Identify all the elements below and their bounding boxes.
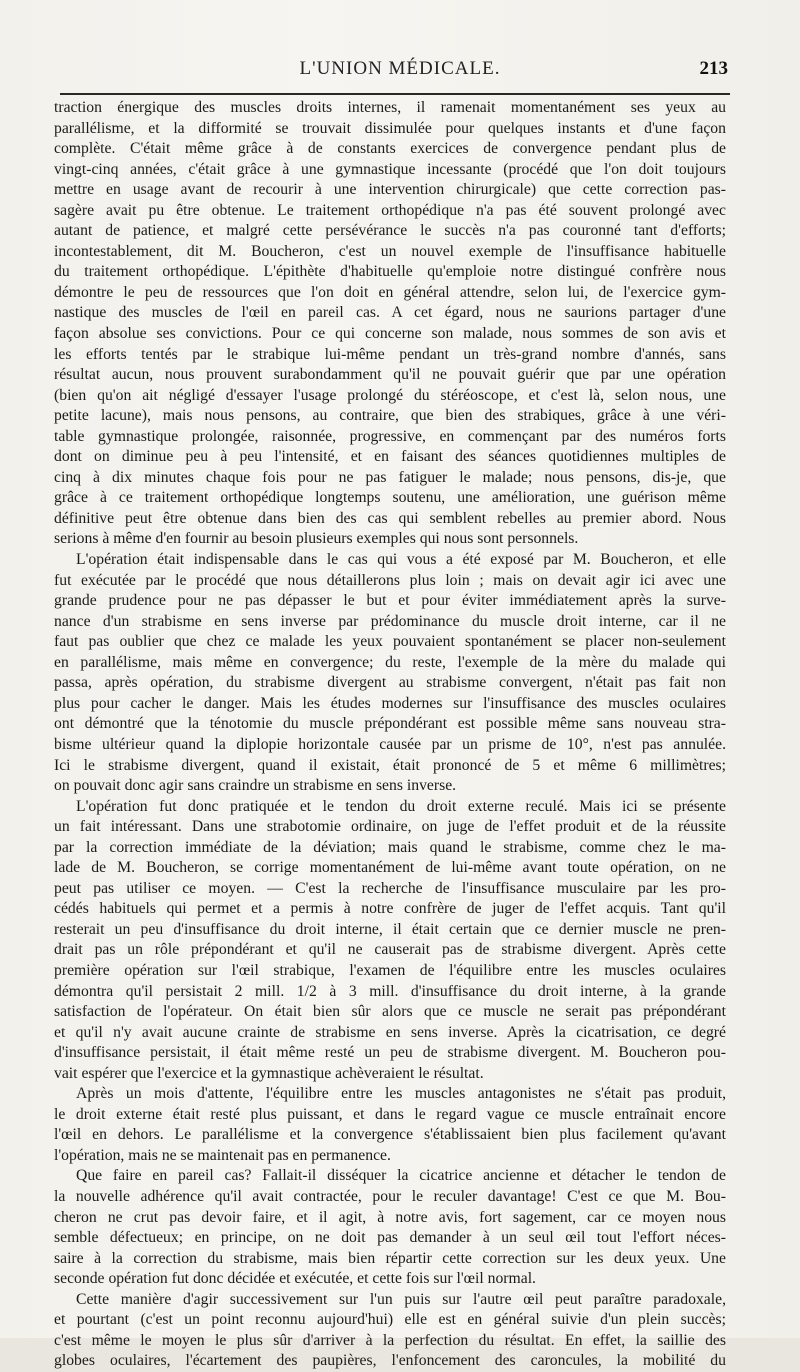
paragraph [54,1166,726,1289]
page-header [0,44,800,84]
text-line: petite lacune), mais nous pensons, au contraire, que bien des strabiques, grâce à une véri- [54,407,726,425]
text-line: passa, après opération, du strabisme divergent au strabisme convergent, n'était pas fait non [54,674,726,692]
paragraph [54,1290,726,1372]
text-line: nastique des muscles de l'œil en pareil cas. A cet égard, nous ne saurions partager d'une [54,304,726,322]
text-line: drait pas un rôle prépondérant et qu'il ne causerait pas de strabisme divergent. Après cette [54,941,726,959]
text-line: c'est même le moyen le plus sûr d'arriver à la perfection du résultat. En effet, la saillie des [54,1331,726,1349]
text-line: satisfaction de l'opérateur. On était bien sûr alors que ce muscle ne serait pas prépondérant [54,1003,726,1021]
text-line: un fait intéressant. Dans une strabotomie ordinaire, on juge de l'effet produit et de la réussite [54,818,726,836]
text-line: resterait un peu d'insuffisance du droit interne, il était certain que ce dernier muscle ne pren- [54,920,726,938]
text-line: saire à la correction du strabisme, mais bien répartir cette correction sur les deux yeux. Une [54,1249,726,1267]
article-body [54,98,726,1372]
paragraph [54,1084,726,1166]
text-line: façon absolue ses convictions. Pour ce qui concerne son malade, nous sommes de son avis et [54,325,726,343]
text-line: vingt-cinq années, c'était grâce à une gymnastique incessante (procédé que l'on doit toujours [54,160,726,178]
text-line: mettre en usage avant de recourir à une intervention chirurgicale) que cette correction pas- [54,181,726,199]
text-line: grande prudence pour ne pas dépasser le but et pour éviter immédiatement après la surve- [54,592,726,610]
text-line: seconde opération fut donc décidée et exécutée, et cette fois sur l'œil normal. [54,1270,536,1288]
text-line: cheron ne crut pas devoir faire, et il agit, à notre avis, fort sagement, car ce moyen nous [54,1208,726,1226]
paragraph [54,797,726,1085]
text-line: cinq à dix minutes chaque fois pour ne pas fatiguer le malade; nous pensons, dis-je, que [54,468,726,486]
text-line: l'opération, mais ne se maintenait pas en permanence. [54,1146,391,1164]
text-line: définitive peut être obtenue dans bien des cas qui semblent rebelles au premier abord. Nous [54,509,726,527]
text-line: complète. C'était même grâce à de constants exercices de convergence pendant plus de [54,140,726,158]
text-line: Ici le strabisme divergent, quand il existait, était prononcé de 5 et même 6 millimètres; [54,756,726,774]
paragraph [54,98,726,550]
text-line: on pouvait donc agir sans craindre un strabisme en sens inverse. [54,777,457,795]
running-title: L'UNION MÉDICALE. [299,58,501,79]
text-line: grâce à ce traitement orthopédique longtemps soutenu, une amélioration, une guérison même [54,489,726,507]
text-line: dont on diminue peu à peu l'intensité, et en faisant des séances quotidiennes multiples de [54,448,726,466]
text-line: autant de patience, et malgré cette persévérance le succès n'a pas couronné tant d'efforts; [54,222,726,240]
text-line: nance d'un strabisme en sens inverse par prédominance du muscle droit interne, car il ne [54,612,726,630]
text-line: parallélisme, et la difformité se trouvait dissimulée pour quelques instants et d'une façon [54,119,726,137]
header-rule [60,93,730,95]
text-line: et qu'il n'y avait aucune crainte de strabisme en sens inverse. Après la cicatrisation, ce degré [54,1023,726,1041]
text-line: bisme ultérieur quand la diplopie horizontale causée par un prisme de 10°, n'est pas annulée. [54,735,726,753]
text-line: sagère avait pu être obtenue. Le traitement orthopédique n'a pas été souvent prolongé avec [54,201,726,219]
text-line: la nouvelle adhérence qu'il avait contractée, pour le reculer davantage! C'est ce que M. Bou- [54,1187,726,1205]
text-line: première opération sur l'œil strabique, l'examen de l'équilibre entre les muscles oculaires [54,961,726,979]
text-line: d'insuffisance persistait, il était même resté un peu de strabisme divergent. M. Boucheron pou- [54,1044,726,1062]
text-line: faut pas oublier que chez ce malade les yeux pouvaient spontanément se placer non-seulement [54,633,726,651]
text-line: par la correction immédiate de la déviation; mais quand le strabisme, comme chez le ma- [54,838,726,856]
text-line: du traitement orthopédique. L'épithète d'habituelle qu'emploie notre distingué confrère nous [54,263,726,281]
text-line: et pourtant (c'est un point reconnu aujourd'hui) elle est en général suivie d'un plein succès; [54,1311,726,1329]
text-line: serions à même d'en fournir au besoin plusieurs exemples qui nous sont personnels. [54,530,579,548]
text-line: Cette manière d'agir successivement sur l'un puis sur l'autre œil peut paraître paradoxale, [76,1290,726,1308]
text-line: plus pour cacher le danger. Mais les études modernes sur l'insuffisance des muscles oculaires [54,694,726,712]
text-line: résultat aucun, nous prouvent surabondamment qu'il ne pouvait guérir que par une opération [54,366,726,384]
text-line: peut pas utiliser ce moyen. — C'est la recherche de l'insuffisance musculaire par les pro- [54,879,726,897]
text-line: l'œil en dehors. Le parallélisme et la convergence s'établissaient bien plus facilement qu'avant [54,1126,726,1144]
text-line: Que faire en pareil cas? Fallait-il disséquer la cicatrice ancienne et détacher le tendon de [76,1167,726,1185]
text-line: ont démontré que la ténotomie du muscle prépondérant est possible même sans nouveau stra- [54,715,726,733]
text-line: le droit externe était resté plus puissant, et dans le regard vague ce muscle entraînait encore [54,1105,726,1123]
page-number: 213 [699,58,728,79]
text-line: démontra qu'il persistait 2 mill. 1/2 à 3 mill. d'insuffisance du droit interne, à la grande [54,982,726,1000]
text-line: traction énergique des muscles droits internes, il ramenait momentanément ses yeux au [54,99,726,116]
text-line: lade de M. Boucheron, se corrige momentanément de lui-même avant toute opération, on ne [54,859,726,877]
text-line: table gymnastique prolongée, raisonnée, progressive, en commençant par des numéros forts [54,427,726,445]
paragraph [54,550,726,797]
text-line: L'opération fut donc pratiquée et le tendon du droit externe reculé. Mais ici se présente [76,797,726,815]
text-line: (bien qu'on ait négligé d'essayer l'usage prolongé du stéréoscope, et c'est là, selon nous, une [54,386,726,404]
text-line: incontestablement, dit M. Boucheron, c'est un nouvel exemple de l'insuffisance habituelle [54,242,726,260]
text-line: démontre le peu de ressources que l'on doit en général attendre, selon lui, de l'exercice gym- [54,283,726,301]
text-line: globes oculaires, l'écartement des paupières, l'enfoncement des caroncules, la mobilité du [54,1352,726,1370]
text-line: L'opération était indispensable dans le cas qui vous a été exposé par M. Boucheron, et elle [76,551,726,569]
text-line: fut exécutée par le procédé que nous détaillerons plus loin ; mais on devait agir ici avec une [54,571,726,589]
text-line: les efforts tentés par le strabique lui-même pendant un très-grand nombre d'annés, sans [54,345,726,363]
text-line: cédés habituels qui permet et a permis à notre confrère de juger de l'effet acquis. Tant qu'il [54,900,726,918]
text-line: vait espérer que l'exercice et la gymnastique achèveraient le résultat. [54,1064,484,1082]
text-line: en parallélisme, mais même en convergence; du reste, l'exemple de la mère du malade qui [54,653,726,671]
text-line: semble défectueux; en principe, on ne doit pas demander à un seul œil tout l'effort néces- [54,1229,726,1247]
text-line: Après un mois d'attente, l'équilibre entre les muscles antagonistes ne s'était pas produit, [76,1085,726,1103]
